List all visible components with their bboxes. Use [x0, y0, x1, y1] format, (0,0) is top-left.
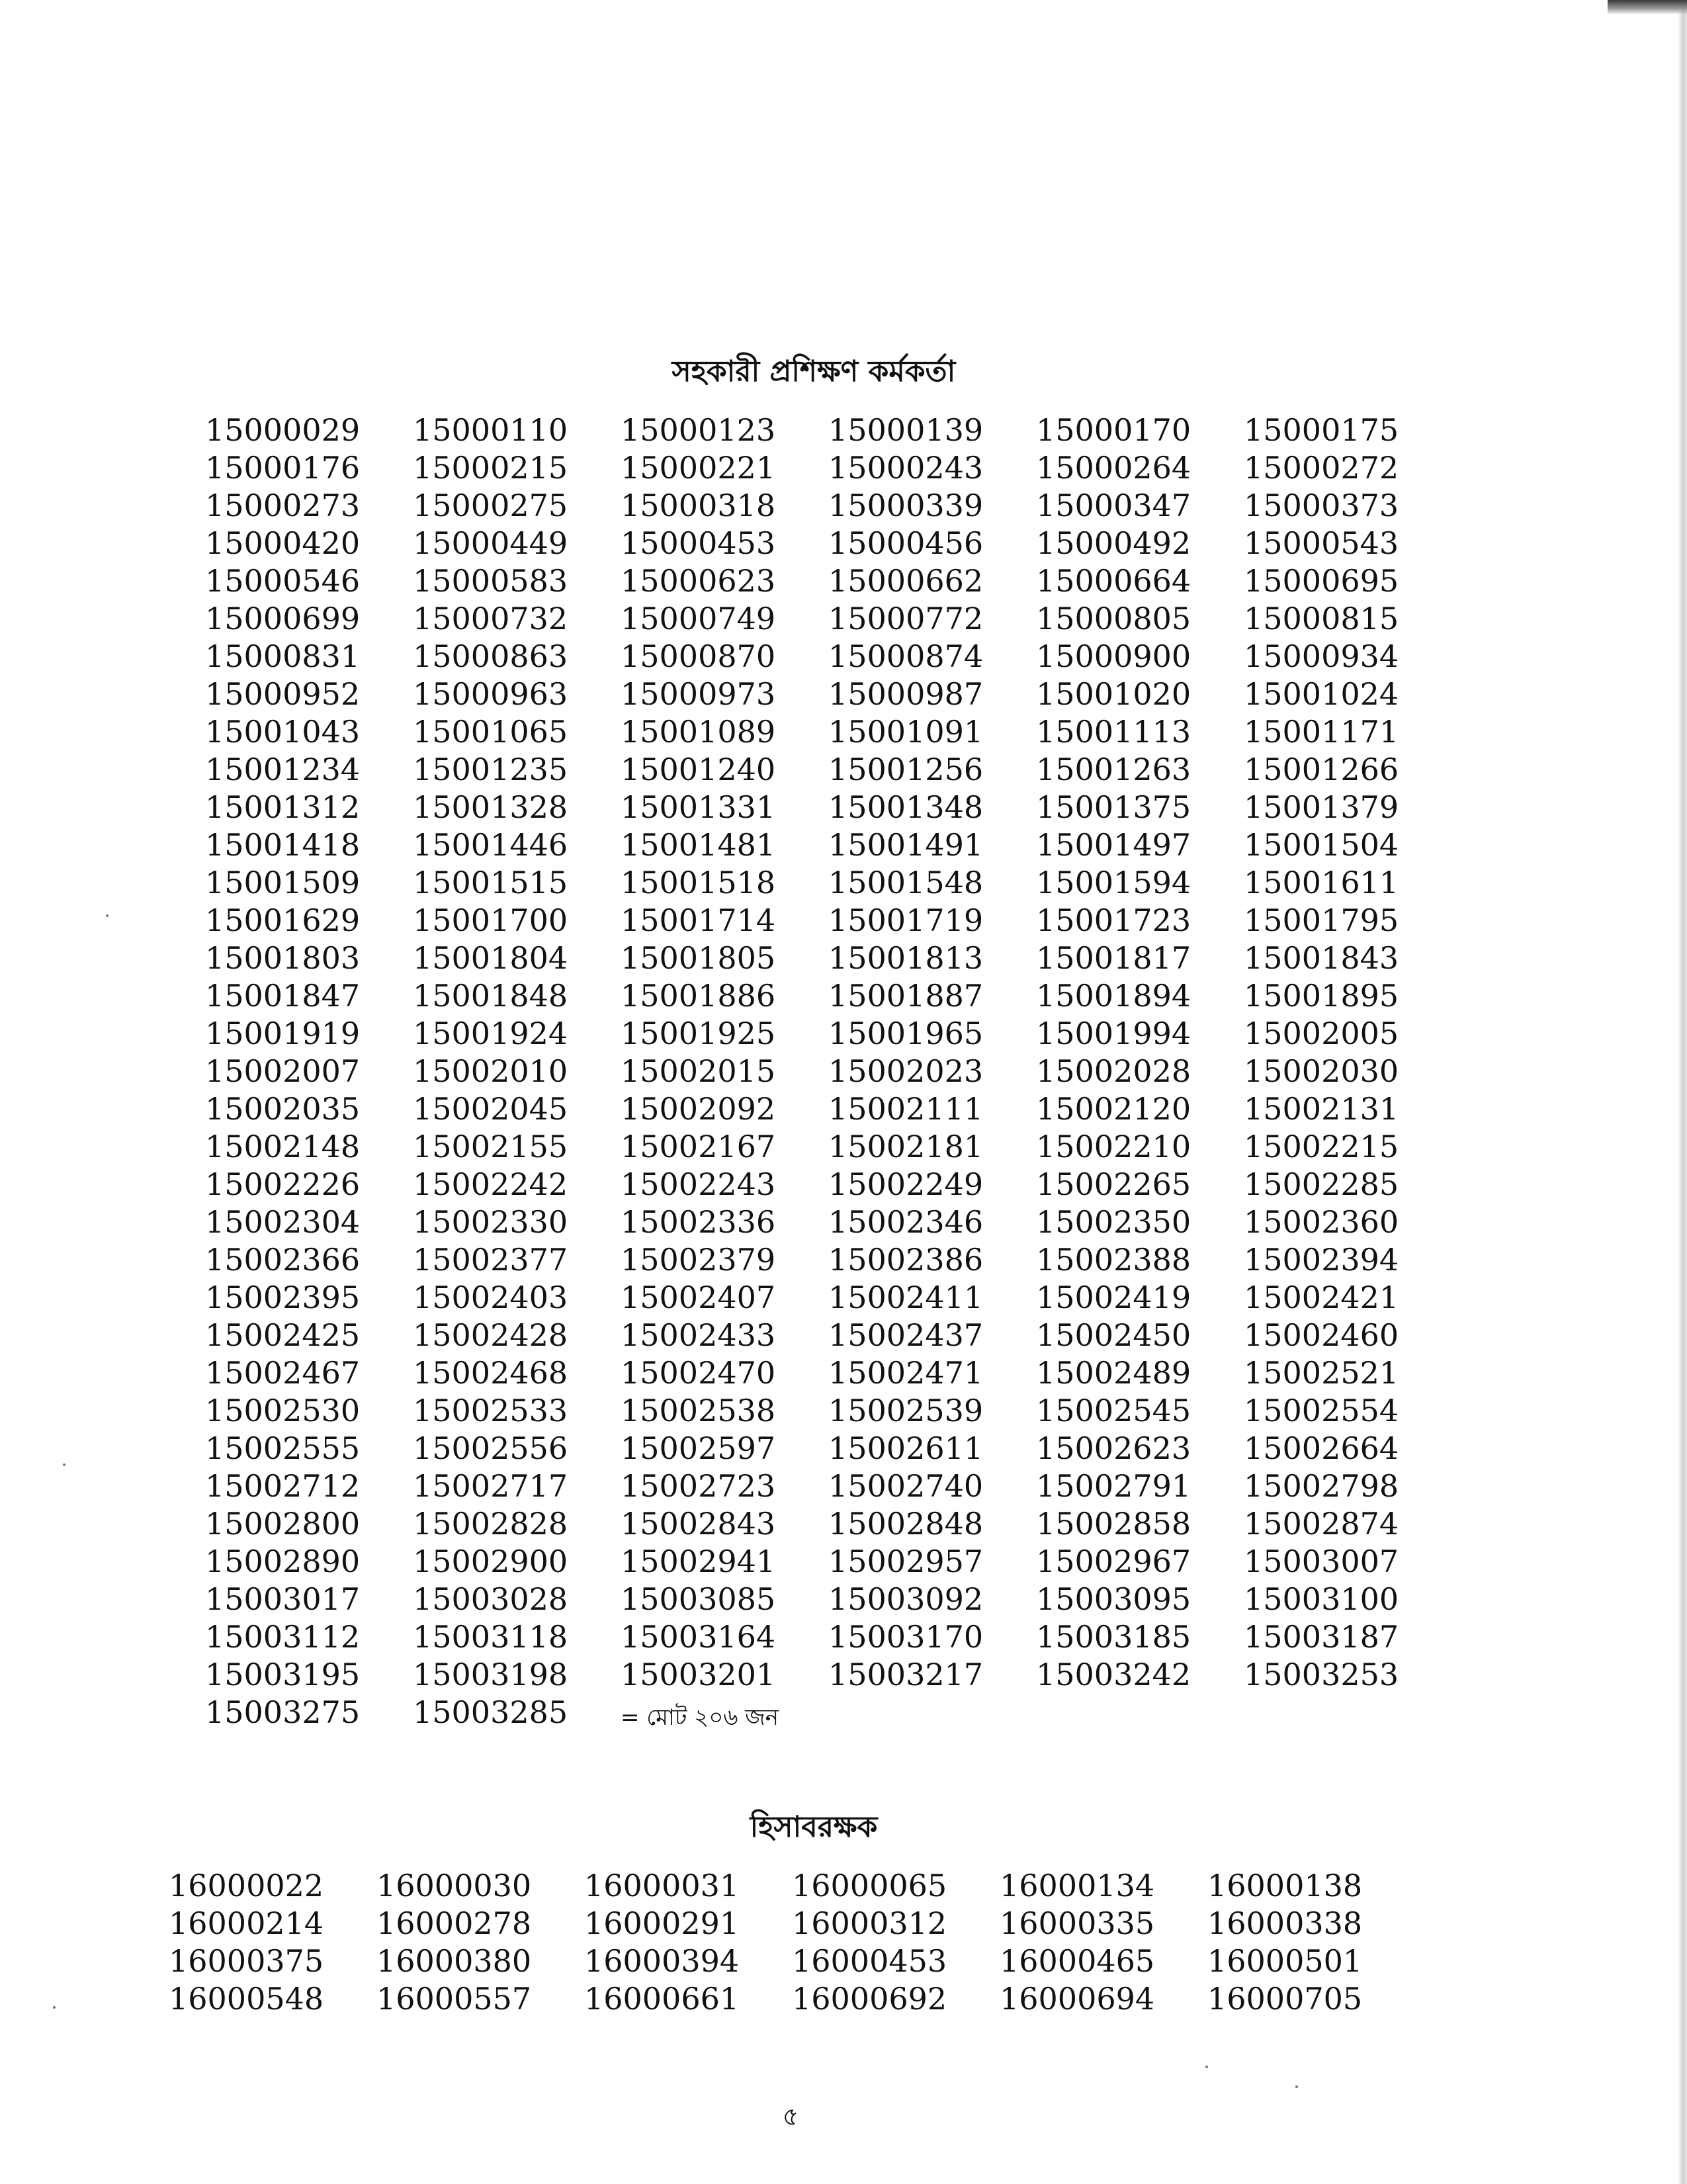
roll-number: 15001481: [621, 827, 776, 863]
roll-number: 15001719: [828, 902, 984, 938]
roll-number: 15002470: [621, 1355, 776, 1391]
roll-number: 16000548: [169, 1981, 324, 2017]
roll-number: 15002467: [205, 1355, 361, 1391]
section-heading-accountant: হিসাবরক্ষক: [750, 1810, 878, 1844]
roll-number: 15002394: [1244, 1242, 1399, 1278]
total-count-label: = মোট ২০৬ জন: [621, 1704, 779, 1731]
roll-number: 15003017: [205, 1581, 361, 1617]
roll-number: 15003217: [828, 1657, 984, 1692]
roll-number: 15000139: [828, 412, 984, 448]
roll-number: 15002360: [1244, 1204, 1399, 1240]
roll-number: 15000732: [413, 601, 568, 636]
roll-number: 15002723: [621, 1468, 776, 1504]
roll-number: 15001843: [1244, 940, 1399, 976]
roll-number: 16000138: [1207, 1868, 1363, 1903]
roll-number: 15002411: [828, 1280, 984, 1315]
roll-number: 15001805: [621, 940, 776, 976]
roll-number: 15000900: [1036, 638, 1191, 674]
page-number: ৫: [782, 2102, 799, 2131]
roll-number: 15002874: [1244, 1506, 1399, 1542]
roll-number: 15000934: [1244, 638, 1399, 674]
roll-number: 15002545: [1036, 1393, 1191, 1428]
roll-number: 15000110: [413, 412, 568, 448]
roll-number: 15001091: [828, 714, 984, 750]
roll-number: 15000952: [205, 676, 361, 712]
roll-number: 15002611: [828, 1430, 984, 1466]
roll-number: 15000492: [1036, 525, 1191, 561]
roll-number: 15000273: [205, 488, 361, 523]
scan-speck: [63, 1463, 65, 1466]
scan-speck: [1295, 2085, 1298, 2088]
roll-number: 15001024: [1244, 676, 1399, 712]
roll-number: 15001497: [1036, 827, 1191, 863]
roll-number: 16000278: [376, 1905, 532, 1941]
roll-number: 15001043: [205, 714, 361, 750]
roll-number: 15002388: [1036, 1242, 1191, 1278]
roll-number: 15001548: [828, 865, 984, 900]
roll-number: 15001515: [413, 865, 568, 900]
roll-number: 15001518: [621, 865, 776, 900]
roll-number: 15001919: [205, 1016, 361, 1051]
roll-number: 15001509: [205, 865, 361, 900]
roll-number: 16000694: [1000, 1981, 1155, 2017]
roll-number: 15002460: [1244, 1317, 1399, 1353]
roll-number: 15002377: [413, 1242, 568, 1278]
roll-number: 15003095: [1036, 1581, 1191, 1617]
roll-number: 15000318: [621, 488, 776, 523]
roll-number: 15002471: [828, 1355, 984, 1391]
roll-number: 15001594: [1036, 865, 1191, 900]
roll-number: 16000022: [169, 1868, 324, 1903]
roll-number: 15000973: [621, 676, 776, 712]
roll-number: 15000543: [1244, 525, 1399, 561]
roll-number: 15000420: [205, 525, 361, 561]
roll-number: 16000557: [376, 1981, 532, 2017]
roll-number: 15001895: [1244, 978, 1399, 1014]
scan-speck: [1205, 2066, 1208, 2068]
roll-number: 16000338: [1207, 1905, 1363, 1941]
roll-number: 15001331: [621, 789, 776, 825]
roll-number: 16000453: [792, 1943, 947, 1979]
roll-number: 16000394: [584, 1943, 740, 1979]
roll-number: 15002005: [1244, 1016, 1399, 1051]
roll-number: 15002957: [828, 1544, 984, 1579]
roll-number: 15001379: [1244, 789, 1399, 825]
roll-number: 15002120: [1036, 1091, 1191, 1127]
roll-number: 16000501: [1207, 1943, 1363, 1979]
roll-number: 15000749: [621, 601, 776, 636]
roll-number: 15000874: [828, 638, 984, 674]
roll-number: 15001328: [413, 789, 568, 825]
roll-number: 15001312: [205, 789, 361, 825]
roll-number: 15001925: [621, 1016, 776, 1051]
roll-number: 15001491: [828, 827, 984, 863]
roll-number: 15002350: [1036, 1204, 1191, 1240]
roll-number: 15002045: [413, 1091, 568, 1127]
roll-number: 15001813: [828, 940, 984, 976]
roll-number: 15000815: [1244, 601, 1399, 636]
roll-number: 15002336: [621, 1204, 776, 1240]
roll-number: 15001795: [1244, 902, 1399, 938]
roll-number: 15002226: [205, 1166, 361, 1202]
roll-number: 15002890: [205, 1544, 361, 1579]
roll-number: 15002538: [621, 1393, 776, 1428]
roll-number: 15003187: [1244, 1619, 1399, 1655]
roll-number: 15001418: [205, 827, 361, 863]
roll-number: 15002712: [205, 1468, 361, 1504]
roll-number: 15003007: [1244, 1544, 1399, 1579]
roll-number: 15002900: [413, 1544, 568, 1579]
roll-number: 15002386: [828, 1242, 984, 1278]
roll-number: 15001965: [828, 1016, 984, 1051]
roll-number: 15001446: [413, 827, 568, 863]
roll-number: 15000695: [1244, 563, 1399, 599]
roll-number: 15002554: [1244, 1393, 1399, 1428]
roll-number: 15000664: [1036, 563, 1191, 599]
roll-number: 15000449: [413, 525, 568, 561]
roll-number: 15001714: [621, 902, 776, 938]
roll-number: 15003170: [828, 1619, 984, 1655]
roll-number: 15002366: [205, 1242, 361, 1278]
roll-number: 15000215: [413, 450, 568, 486]
roll-number: 15002249: [828, 1166, 984, 1202]
roll-number: 15002028: [1036, 1053, 1191, 1089]
roll-number: 15000275: [413, 488, 568, 523]
roll-number: 15003285: [413, 1694, 568, 1730]
roll-number: 15000456: [828, 525, 984, 561]
roll-number: 15003092: [828, 1581, 984, 1617]
roll-number: 15000029: [205, 412, 361, 448]
roll-number: 15002330: [413, 1204, 568, 1240]
roll-number: 15001348: [828, 789, 984, 825]
roll-number: 15002828: [413, 1506, 568, 1542]
roll-number: 15003164: [621, 1619, 776, 1655]
roll-number: 15001700: [413, 902, 568, 938]
roll-number: 15002015: [621, 1053, 776, 1089]
scan-corner-mark: [1608, 0, 1687, 15]
roll-number: 15001924: [413, 1016, 568, 1051]
roll-number: 15001629: [205, 902, 361, 938]
roll-number: 15002530: [205, 1393, 361, 1428]
roll-number: 15002433: [621, 1317, 776, 1353]
roll-number: 16000380: [376, 1943, 532, 1979]
roll-number: 16000465: [1000, 1943, 1155, 1979]
roll-number: 15001804: [413, 940, 568, 976]
roll-number: 15002489: [1036, 1355, 1191, 1391]
roll-number: 16000065: [792, 1868, 947, 1903]
roll-number: 15001235: [413, 752, 568, 787]
roll-number: 15001263: [1036, 752, 1191, 787]
roll-number: 15002428: [413, 1317, 568, 1353]
roll-number: 15000175: [1244, 412, 1399, 448]
roll-number: 15001848: [413, 978, 568, 1014]
roll-number: 15000264: [1036, 450, 1191, 486]
roll-number: 15003195: [205, 1657, 361, 1692]
roll-number: 15001113: [1036, 714, 1191, 750]
roll-number: 15002407: [621, 1280, 776, 1315]
roll-number: 15001611: [1244, 865, 1399, 900]
roll-number: 15002346: [828, 1204, 984, 1240]
roll-number: 15000221: [621, 450, 776, 486]
section-heading-assistant-training-officer: সহকারী প্রশিক্ষণ কর্মকর্তা: [671, 355, 956, 388]
roll-number: 15002285: [1244, 1166, 1399, 1202]
roll-number: 15000963: [413, 676, 568, 712]
roll-number: 15000272: [1244, 450, 1399, 486]
roll-number: 15001266: [1244, 752, 1399, 787]
roll-number: 16000705: [1207, 1981, 1363, 2017]
roll-number: 15002450: [1036, 1317, 1191, 1353]
roll-number: 15003100: [1244, 1581, 1399, 1617]
roll-number: 16000335: [1000, 1905, 1155, 1941]
roll-number: 15001847: [205, 978, 361, 1014]
roll-number: 15002556: [413, 1430, 568, 1466]
roll-number: 15001375: [1036, 789, 1191, 825]
roll-number: 15000863: [413, 638, 568, 674]
roll-number: 15000831: [205, 638, 361, 674]
roll-number: 16000692: [792, 1981, 947, 2017]
roll-number: 15003185: [1036, 1619, 1191, 1655]
roll-number: 15000170: [1036, 412, 1191, 448]
scan-edge: [1678, 0, 1687, 2184]
scan-speck: [106, 914, 108, 917]
scan-speck: [53, 2006, 56, 2009]
roll-number: 15002030: [1244, 1053, 1399, 1089]
roll-number: 15002717: [413, 1468, 568, 1504]
roll-number: 15002664: [1244, 1430, 1399, 1466]
roll-number: 15003201: [621, 1657, 776, 1692]
roll-number: 15003118: [413, 1619, 568, 1655]
roll-number: 16000375: [169, 1943, 324, 1979]
roll-number: 15001723: [1036, 902, 1191, 938]
roll-number: 15003253: [1244, 1657, 1399, 1692]
roll-number: 15000772: [828, 601, 984, 636]
roll-number: 15000583: [413, 563, 568, 599]
roll-number: 15002941: [621, 1544, 776, 1579]
roll-number: 15000176: [205, 450, 361, 486]
roll-number: 15000339: [828, 488, 984, 523]
roll-number: 15000243: [828, 450, 984, 486]
roll-number: 15000870: [621, 638, 776, 674]
roll-number: 15002421: [1244, 1280, 1399, 1315]
roll-number: 15001234: [205, 752, 361, 787]
roll-number: 15000453: [621, 525, 776, 561]
roll-number: 15002419: [1036, 1280, 1191, 1315]
roll-number: 15002181: [828, 1129, 984, 1164]
roll-number: 15002148: [205, 1129, 361, 1164]
roll-number: 15002848: [828, 1506, 984, 1542]
roll-number: 15002035: [205, 1091, 361, 1127]
roll-number-grid-assistant-training-officer: [205, 412, 1451, 1737]
roll-number: 15001020: [1036, 676, 1191, 712]
roll-number: 15002623: [1036, 1430, 1191, 1466]
roll-number: 16000214: [169, 1905, 324, 1941]
roll-number: 15002215: [1244, 1129, 1399, 1164]
roll-number: 15003028: [413, 1581, 568, 1617]
roll-number: 15002533: [413, 1393, 568, 1428]
roll-number: 15000699: [205, 601, 361, 636]
roll-number: 15001886: [621, 978, 776, 1014]
roll-number: 15002597: [621, 1430, 776, 1466]
roll-number: 15002555: [205, 1430, 361, 1466]
roll-number: 16000031: [584, 1868, 740, 1903]
roll-number: 15002131: [1244, 1091, 1399, 1127]
roll-number: 15001803: [205, 940, 361, 976]
roll-number: 15002167: [621, 1129, 776, 1164]
roll-number: 15000123: [621, 412, 776, 448]
roll-number: 15001504: [1244, 827, 1399, 863]
roll-number: 15001256: [828, 752, 984, 787]
roll-number: 15002092: [621, 1091, 776, 1127]
roll-number: 15002010: [413, 1053, 568, 1089]
roll-number: 15002858: [1036, 1506, 1191, 1542]
roll-number: 15002265: [1036, 1166, 1191, 1202]
roll-number: 15002243: [621, 1166, 776, 1202]
roll-number: 15002007: [205, 1053, 361, 1089]
roll-number: 15002111: [828, 1091, 984, 1127]
roll-number: 15002403: [413, 1280, 568, 1315]
roll-number: 15003242: [1036, 1657, 1191, 1692]
roll-number: 15001171: [1244, 714, 1399, 750]
roll-number: 15002304: [205, 1204, 361, 1240]
roll-number: 15000987: [828, 676, 984, 712]
roll-number: 15002210: [1036, 1129, 1191, 1164]
roll-number: 15002437: [828, 1317, 984, 1353]
roll-number: 15002155: [413, 1129, 568, 1164]
roll-number: 15002791: [1036, 1468, 1191, 1504]
roll-number: 15002740: [828, 1468, 984, 1504]
roll-number: 15001065: [413, 714, 568, 750]
roll-number: 15000662: [828, 563, 984, 599]
roll-number: 15002521: [1244, 1355, 1399, 1391]
roll-number: 15001089: [621, 714, 776, 750]
roll-number: 15003198: [413, 1657, 568, 1692]
roll-number: 15001894: [1036, 978, 1191, 1014]
roll-number: 15001994: [1036, 1016, 1191, 1051]
roll-number: 15002395: [205, 1280, 361, 1315]
roll-number: 15002242: [413, 1166, 568, 1202]
roll-number-grid-accountant: [169, 1867, 1415, 2018]
roll-number: 15002023: [828, 1053, 984, 1089]
roll-number: 15002843: [621, 1506, 776, 1542]
roll-number: 15002425: [205, 1317, 361, 1353]
roll-number: 16000661: [584, 1981, 740, 2017]
roll-number: 15003112: [205, 1619, 361, 1655]
roll-number: 15000373: [1244, 488, 1399, 523]
roll-number: 15002539: [828, 1393, 984, 1428]
roll-number: 15003275: [205, 1694, 361, 1730]
roll-number: 16000134: [1000, 1868, 1155, 1903]
roll-number: 15000805: [1036, 601, 1191, 636]
roll-number: 15000546: [205, 563, 361, 599]
roll-number: 15000347: [1036, 488, 1191, 523]
roll-number: 15002798: [1244, 1468, 1399, 1504]
roll-number: 15002967: [1036, 1544, 1191, 1579]
roll-number: 15002379: [621, 1242, 776, 1278]
roll-number: 15002800: [205, 1506, 361, 1542]
roll-number: 15002468: [413, 1355, 568, 1391]
roll-number: 15000623: [621, 563, 776, 599]
roll-number: 15001887: [828, 978, 984, 1014]
roll-number: 16000030: [376, 1868, 532, 1903]
roll-number: 15001817: [1036, 940, 1191, 976]
roll-number: 16000312: [792, 1905, 947, 1941]
roll-number: 15001240: [621, 752, 776, 787]
roll-number: 15003085: [621, 1581, 776, 1617]
roll-number: 16000291: [584, 1905, 740, 1941]
